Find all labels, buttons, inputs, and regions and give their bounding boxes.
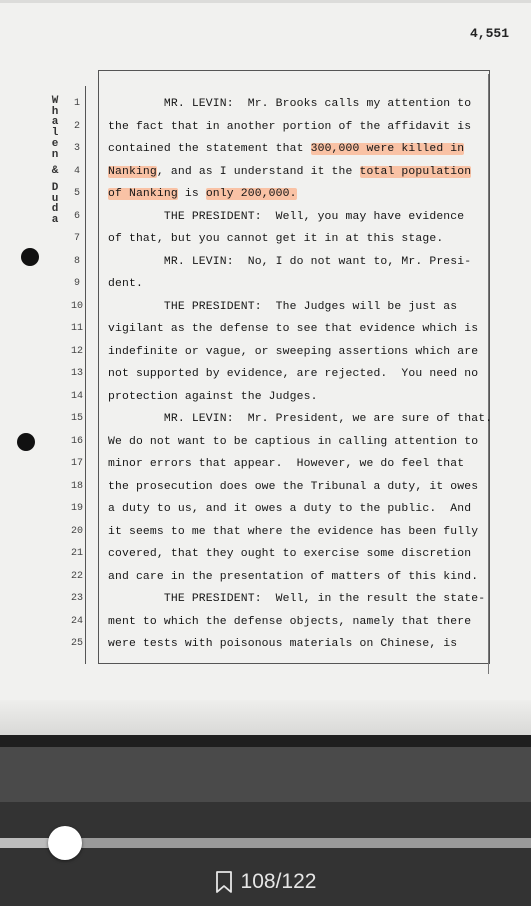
highlighted-text[interactable]: of Nanking bbox=[108, 188, 178, 200]
transcript-line bbox=[108, 161, 471, 184]
line-number: 3 bbox=[73, 143, 80, 154]
line-number: 16 bbox=[70, 435, 83, 447]
line-text: and care in the presentation of matters of this kind. bbox=[108, 570, 479, 583]
transcript-line bbox=[108, 116, 471, 139]
line-number: 13 bbox=[70, 368, 83, 379]
line-text: the prosecution does owe the Tribunal a duty, it owes bbox=[108, 480, 479, 493]
transcript-line bbox=[108, 138, 464, 161]
punch-hole bbox=[21, 248, 39, 266]
line-text: covered, that they ought to exercise some discretion bbox=[108, 548, 472, 560]
line-text: THE PRESIDENT: The Judges will be just as bbox=[108, 300, 458, 313]
line-number-column bbox=[62, 93, 92, 656]
line-number: 22 bbox=[70, 570, 83, 582]
transcript-line bbox=[108, 363, 478, 386]
transcript-line bbox=[108, 296, 457, 319]
line-text: it seems to me that where the evidence has been fully bbox=[108, 525, 479, 538]
transcript-line bbox=[108, 453, 464, 476]
page-top-edge bbox=[0, 0, 531, 3]
line-text: the fact that in another portion of the affidavit is bbox=[108, 120, 472, 133]
transcript-line bbox=[108, 543, 471, 566]
line-number: 14 bbox=[70, 390, 83, 402]
line-text: protection against the Judges. bbox=[108, 390, 318, 403]
transcript-line bbox=[108, 408, 492, 431]
line-number: 21 bbox=[70, 548, 83, 559]
highlighted-text[interactable]: Nanking bbox=[108, 165, 157, 178]
line-number: 4 bbox=[73, 165, 80, 177]
panel-top-strip bbox=[0, 735, 531, 747]
transcript-line bbox=[108, 386, 318, 409]
line-text: , and as I understand it the bbox=[156, 165, 360, 178]
transcript-line bbox=[108, 633, 457, 656]
line-text: ment to which the defense objects, namely that there bbox=[108, 615, 472, 628]
page-slider-thumb[interactable] bbox=[48, 826, 82, 860]
transcript-line bbox=[108, 228, 443, 251]
transcript-line bbox=[108, 566, 478, 589]
line-text: contained the statement that bbox=[108, 143, 311, 155]
vertical-name-char: a bbox=[51, 116, 59, 129]
vertical-name-char: u bbox=[51, 192, 59, 205]
highlighted-text[interactable]: 300,000 were killed in bbox=[310, 143, 465, 155]
vertical-name-char: a bbox=[51, 214, 59, 227]
vertical-name-char: D bbox=[51, 181, 59, 194]
transcript-line bbox=[108, 498, 471, 521]
highlighted-text[interactable]: only 200,000. bbox=[205, 188, 297, 200]
line-number: 23 bbox=[70, 593, 83, 604]
line-number: 25 bbox=[70, 638, 83, 649]
line-number: 8 bbox=[73, 255, 80, 267]
line-number: 9 bbox=[73, 278, 80, 289]
page-bottom-shadow bbox=[0, 700, 531, 735]
line-text: We do not want to be captious in calling attention to bbox=[108, 435, 479, 448]
highlighted-text[interactable]: total population bbox=[359, 165, 472, 178]
transcript-line bbox=[108, 611, 471, 634]
line-number: 5 bbox=[73, 188, 80, 199]
transcript-line bbox=[108, 588, 485, 611]
line-number: 17 bbox=[70, 458, 83, 469]
line-number: 6 bbox=[73, 210, 80, 222]
vertical-name-char: n bbox=[51, 148, 59, 161]
line-text: not supported by evidence, are rejected. You need no bbox=[108, 368, 479, 380]
line-number: 24 bbox=[70, 615, 83, 627]
line-text: MR. LEVIN: No, I do not want to, Mr. Presi- bbox=[108, 255, 472, 268]
page-counter bbox=[0, 868, 531, 896]
vertical-witness-names bbox=[50, 96, 60, 226]
line-text: is bbox=[177, 188, 206, 200]
transcript-line bbox=[108, 431, 478, 454]
transcript-line bbox=[108, 251, 471, 274]
line-text: were tests with poisonous materials on Chinese, is bbox=[108, 638, 458, 650]
line-number: 11 bbox=[70, 323, 83, 334]
transcript-line bbox=[108, 318, 478, 341]
transcript-line bbox=[108, 476, 478, 499]
vertical-name-char: l bbox=[51, 127, 59, 140]
line-number: 20 bbox=[70, 525, 83, 537]
line-number: 12 bbox=[70, 345, 83, 357]
transcript-line bbox=[108, 273, 143, 296]
line-number: 18 bbox=[70, 480, 83, 492]
transcript-line bbox=[108, 206, 464, 229]
line-text: dent. bbox=[108, 278, 143, 290]
transcript-line bbox=[108, 341, 478, 364]
vertical-name-char: e bbox=[51, 137, 59, 150]
line-number: 10 bbox=[70, 300, 83, 312]
line-number: 15 bbox=[70, 413, 83, 424]
frame-right-rule bbox=[488, 74, 489, 674]
panel-toolbar-area bbox=[0, 747, 531, 802]
transcript-line bbox=[108, 93, 471, 116]
bookmark-outline-icon[interactable] bbox=[215, 871, 233, 893]
line-number: 2 bbox=[73, 120, 80, 132]
transcript-line bbox=[108, 183, 297, 206]
vertical-name-char: d bbox=[51, 203, 59, 216]
line-text: a duty to us, and it owes a duty to the public. And bbox=[108, 503, 472, 515]
line-text: vigilant as the defense to see that evidence which is bbox=[108, 323, 479, 335]
line-text: of that, but you cannot get it in at this stage. bbox=[108, 233, 444, 245]
line-number: 19 bbox=[70, 503, 83, 514]
transcript-line bbox=[108, 521, 478, 544]
line-text: indefinite or vague, or sweeping assertions which are bbox=[108, 345, 479, 358]
line-number: 1 bbox=[73, 98, 80, 109]
vertical-name-char: & bbox=[51, 165, 59, 178]
punch-hole bbox=[17, 433, 35, 451]
line-text: THE PRESIDENT: Well, in the result the state- bbox=[108, 593, 486, 605]
vertical-name-char: h bbox=[51, 105, 59, 118]
line-text: minor errors that appear. However, we do feel that bbox=[108, 458, 465, 470]
line-number: 7 bbox=[73, 233, 80, 244]
line-text: MR. LEVIN: Mr. Brooks calls my attention to bbox=[108, 98, 472, 110]
page-label: 4,551 bbox=[470, 26, 510, 41]
line-text: MR. LEVIN: Mr. President, we are sure of that. bbox=[108, 413, 493, 425]
vertical-name-char: W bbox=[51, 95, 59, 107]
page-counter-text: 108/122 bbox=[240, 870, 317, 893]
line-text: THE PRESIDENT: Well, you may have evidence bbox=[108, 210, 465, 223]
